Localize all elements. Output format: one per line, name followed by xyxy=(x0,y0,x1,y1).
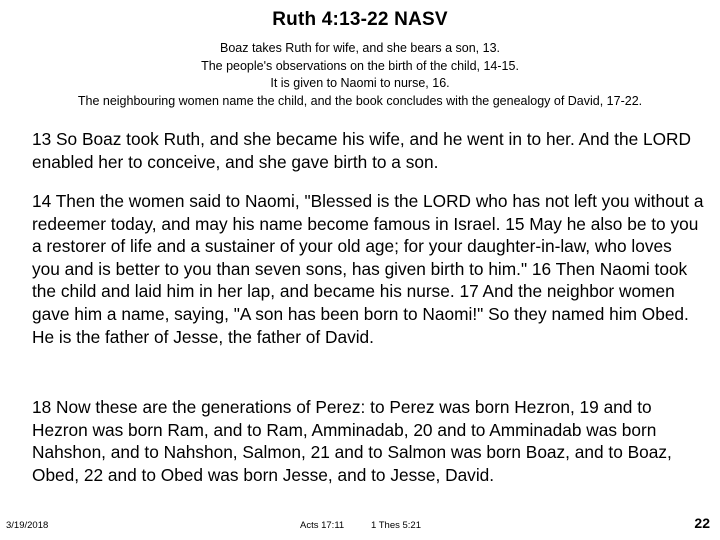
summary-line: Boaz takes Ruth for wife, and she bears a son, 13. xyxy=(219,41,501,55)
summary-line: The neighbouring women name the child, and the book concludes with the genealogy of David, 17‑22. xyxy=(77,93,643,108)
page-number: 22 xyxy=(694,515,710,531)
footer-reference: Acts 17:11 xyxy=(300,520,345,531)
summary-block xyxy=(0,40,720,110)
footer-date: 3/19/2018 xyxy=(6,520,49,531)
summary-line: It is given to Naomi to nurse, 16. xyxy=(270,76,450,90)
verse-paragraph-13: 13 So Boaz took Ruth, and she became his wife, and he went in to her. And the LORD enabled her to conceive, and she gave birth to a son. xyxy=(32,129,692,172)
verse-paragraph-18: 18 Now these are the generations of Perez: to Perez was born Hezron, 19 and to Hezron was born Ram, and to Ram, Amminadab, 20 and to Amminadab was born Nahshon, and to Nahshon, Salmon, 21 and to Salmon was born Boaz, and to Boaz, Obed, 22 and to Obed was born Jesse, and to Jesse, David. xyxy=(32,397,672,485)
summary-line: The people's observations on the birth of the child, 14‑15. xyxy=(201,58,519,73)
footer-reference: 1 Thes 5:21 xyxy=(371,520,422,531)
slide-title: Ruth 4:13-22 NASV xyxy=(272,9,448,30)
verse-paragraph-14: 14 Then the women said to Naomi, "Blessed is the LORD who has not left you without a redeemer today, and may his name become famous in Israel. 15 May he also be to you a restorer of life and a sustainer of your old age; for your daughter-in-law, who loves you and is better to you than seven sons, has given birth to him." 16 Then Naomi took the child and laid him in her lap, and became his nurse. 17 And the neighbor women gave him a name, saying, "A son has been born to Naomi!" So they named him Obed. He is the father of Jesse, the father of David. xyxy=(32,191,704,347)
